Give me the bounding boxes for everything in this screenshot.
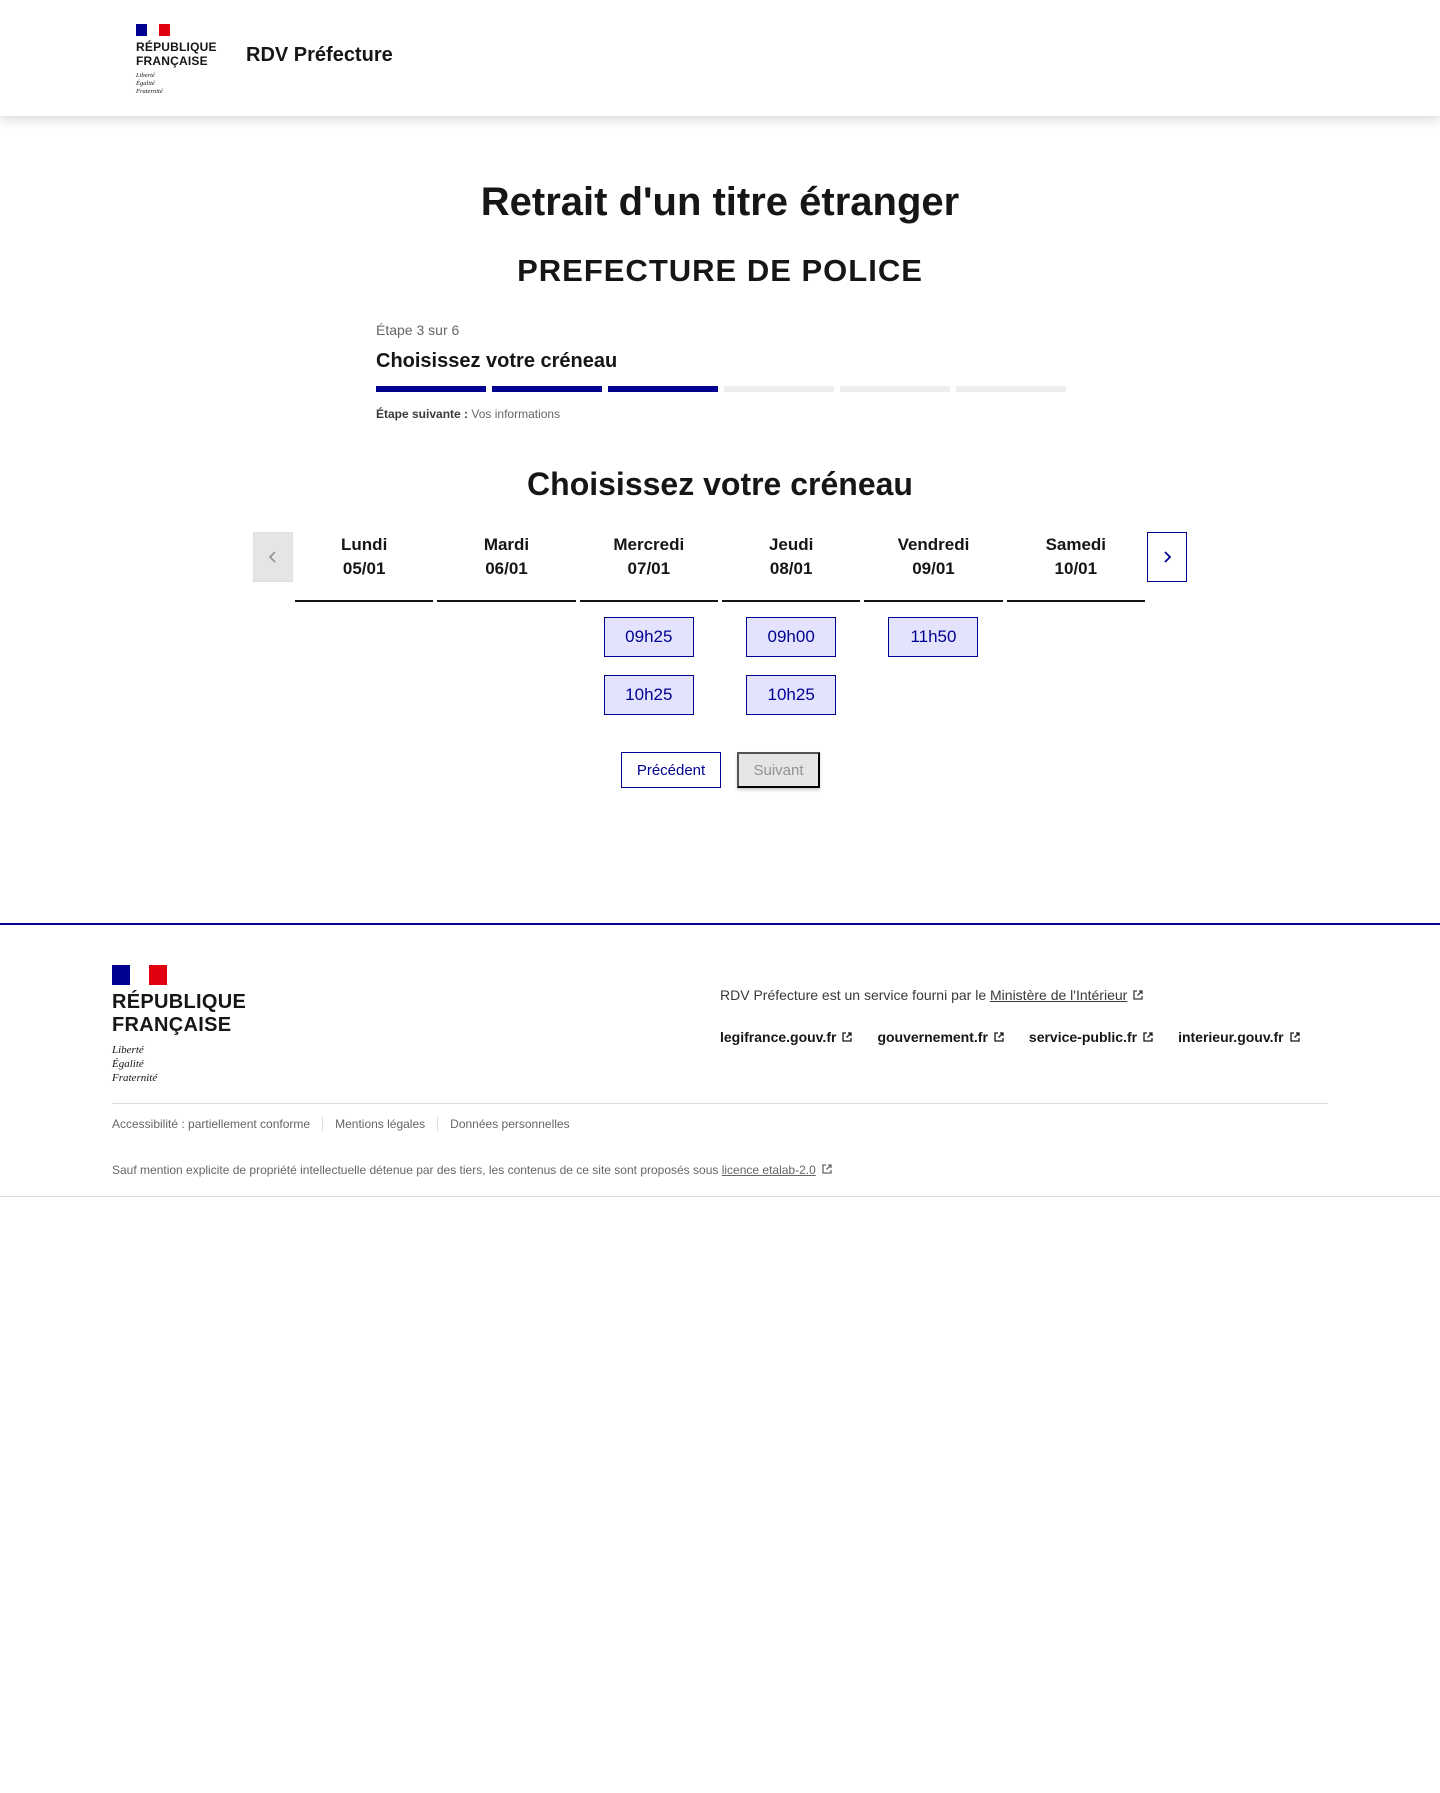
day-header: [1007, 532, 1145, 602]
step-bar: [492, 386, 602, 392]
logo-text-line2: FRANÇAISE: [112, 1014, 232, 1036]
time-slot-button[interactable]: 10h25: [746, 675, 836, 715]
logo-text-line1: RÉPUBLIQUE: [112, 991, 247, 1013]
slot-column: [437, 617, 575, 715]
footer-partner-links: [720, 1029, 1301, 1045]
footer-description: RDV Préfecture est un service fourni par le Ministère de l'Intérieur: [720, 987, 1144, 1003]
slot-column: [1007, 617, 1145, 715]
footer-partner-link[interactable]: gouvernement.fr: [877, 1029, 1004, 1045]
devise: Liberté Égalité Fraternité: [112, 1044, 158, 1084]
time-slot-button[interactable]: 10h25: [604, 675, 694, 715]
footer-partner-link[interactable]: service-public.fr: [1029, 1029, 1154, 1045]
time-slot-button[interactable]: 09h25: [604, 617, 694, 657]
footer-partner-link[interactable]: interieur.gouv.fr: [1178, 1029, 1301, 1045]
previous-week-button[interactable]: [253, 532, 293, 582]
step-title: Choisissez votre créneau: [376, 350, 618, 372]
footer-bottom-link[interactable]: Mentions légales: [322, 1117, 437, 1131]
service-name[interactable]: RDV Préfecture: [246, 44, 393, 66]
previous-button[interactable]: Précédent: [621, 752, 721, 788]
republique-francaise-logo[interactable]: [112, 965, 246, 1085]
footer-divider: [112, 1103, 1328, 1104]
french-flag-icon: [112, 965, 167, 985]
day-date: 08/01: [769, 559, 813, 578]
step-bar: [608, 386, 718, 392]
day-header: [864, 532, 1002, 602]
step-next-value: Vos informations: [471, 407, 561, 421]
logo-text-line1: RÉPUBLIQUE: [136, 40, 217, 54]
step-state: Étape 3 sur 6: [376, 322, 460, 338]
step-bar: [840, 386, 950, 392]
day-header: [580, 532, 718, 602]
day-date: 07/01: [627, 559, 671, 578]
slot-column: [864, 617, 1002, 715]
day-date: 10/01: [1054, 559, 1098, 578]
stepper: [376, 322, 1066, 421]
ministere-link[interactable]: Ministère de l'Intérieur: [990, 987, 1144, 1003]
footer-bottom-links: [112, 1117, 582, 1131]
day-header: [722, 532, 860, 602]
day-name: Mardi: [483, 535, 530, 554]
calendar-slots: [293, 617, 1147, 715]
chevron-left-icon: [266, 550, 280, 564]
step-bar: [956, 386, 1066, 392]
day-date: 05/01: [342, 559, 386, 578]
licence-link[interactable]: licence etalab-2.0: [722, 1163, 833, 1177]
day-header: [437, 532, 575, 602]
external-link-icon: [821, 1163, 833, 1175]
site-footer: [0, 923, 1440, 1197]
day-date: 09/01: [912, 559, 955, 578]
footer-partner-link[interactable]: legifrance.gouv.fr: [720, 1029, 853, 1045]
step-next-label: Étape suivante :: [376, 407, 469, 421]
form-buttons: [621, 752, 820, 788]
slot-column: [295, 617, 433, 715]
logo-text-line2: FRANÇAISE: [136, 54, 208, 68]
site-header: [0, 0, 1440, 116]
day-name: Mercredi: [613, 535, 685, 554]
day-name: Samedi: [1045, 535, 1107, 554]
republique-francaise-logo[interactable]: [136, 24, 217, 96]
next-button[interactable]: Suivant: [737, 752, 820, 788]
step-bar: [724, 386, 834, 392]
page-title: Retrait d'un titre étranger: [480, 180, 960, 224]
day-header: [295, 532, 433, 602]
external-link-icon: [1289, 1031, 1301, 1043]
day-name: Vendredi: [897, 535, 970, 554]
slot-column: [722, 617, 860, 715]
french-flag-icon: [136, 24, 170, 36]
slot-section-title: Choisissez votre créneau: [527, 466, 913, 502]
step-next: [376, 407, 1066, 421]
devise: Liberté Égalité Fraternité: [136, 72, 163, 95]
footer-license: Sauf mention explicite de propriété intellectuelle détenue par des tiers, les contenus de ce site sont proposés sous licence etalab-2.0: [112, 1163, 833, 1177]
day-name: Jeudi: [768, 535, 814, 554]
day-date: 06/01: [485, 559, 528, 578]
footer-bottom-link[interactable]: Données personnelles: [437, 1117, 581, 1131]
chevron-right-icon: [1160, 550, 1174, 564]
time-slot-button[interactable]: 09h00: [746, 617, 836, 657]
day-name: Lundi: [341, 535, 388, 554]
step-bar: [376, 386, 486, 392]
calendar-days: [293, 532, 1147, 602]
external-link-icon: [1132, 989, 1144, 1001]
next-week-button[interactable]: [1147, 532, 1187, 582]
slot-column: [580, 617, 718, 715]
time-slot-button[interactable]: 11h50: [888, 617, 978, 657]
page-subtitle: PREFECTURE DE POLICE: [517, 253, 923, 288]
footer-bottom-link[interactable]: Accessibilité : partiellement conforme: [112, 1117, 311, 1131]
external-link-icon: [993, 1031, 1005, 1043]
step-progress-bars: [376, 386, 1066, 392]
external-link-icon: [841, 1031, 853, 1043]
external-link-icon: [1142, 1031, 1154, 1043]
